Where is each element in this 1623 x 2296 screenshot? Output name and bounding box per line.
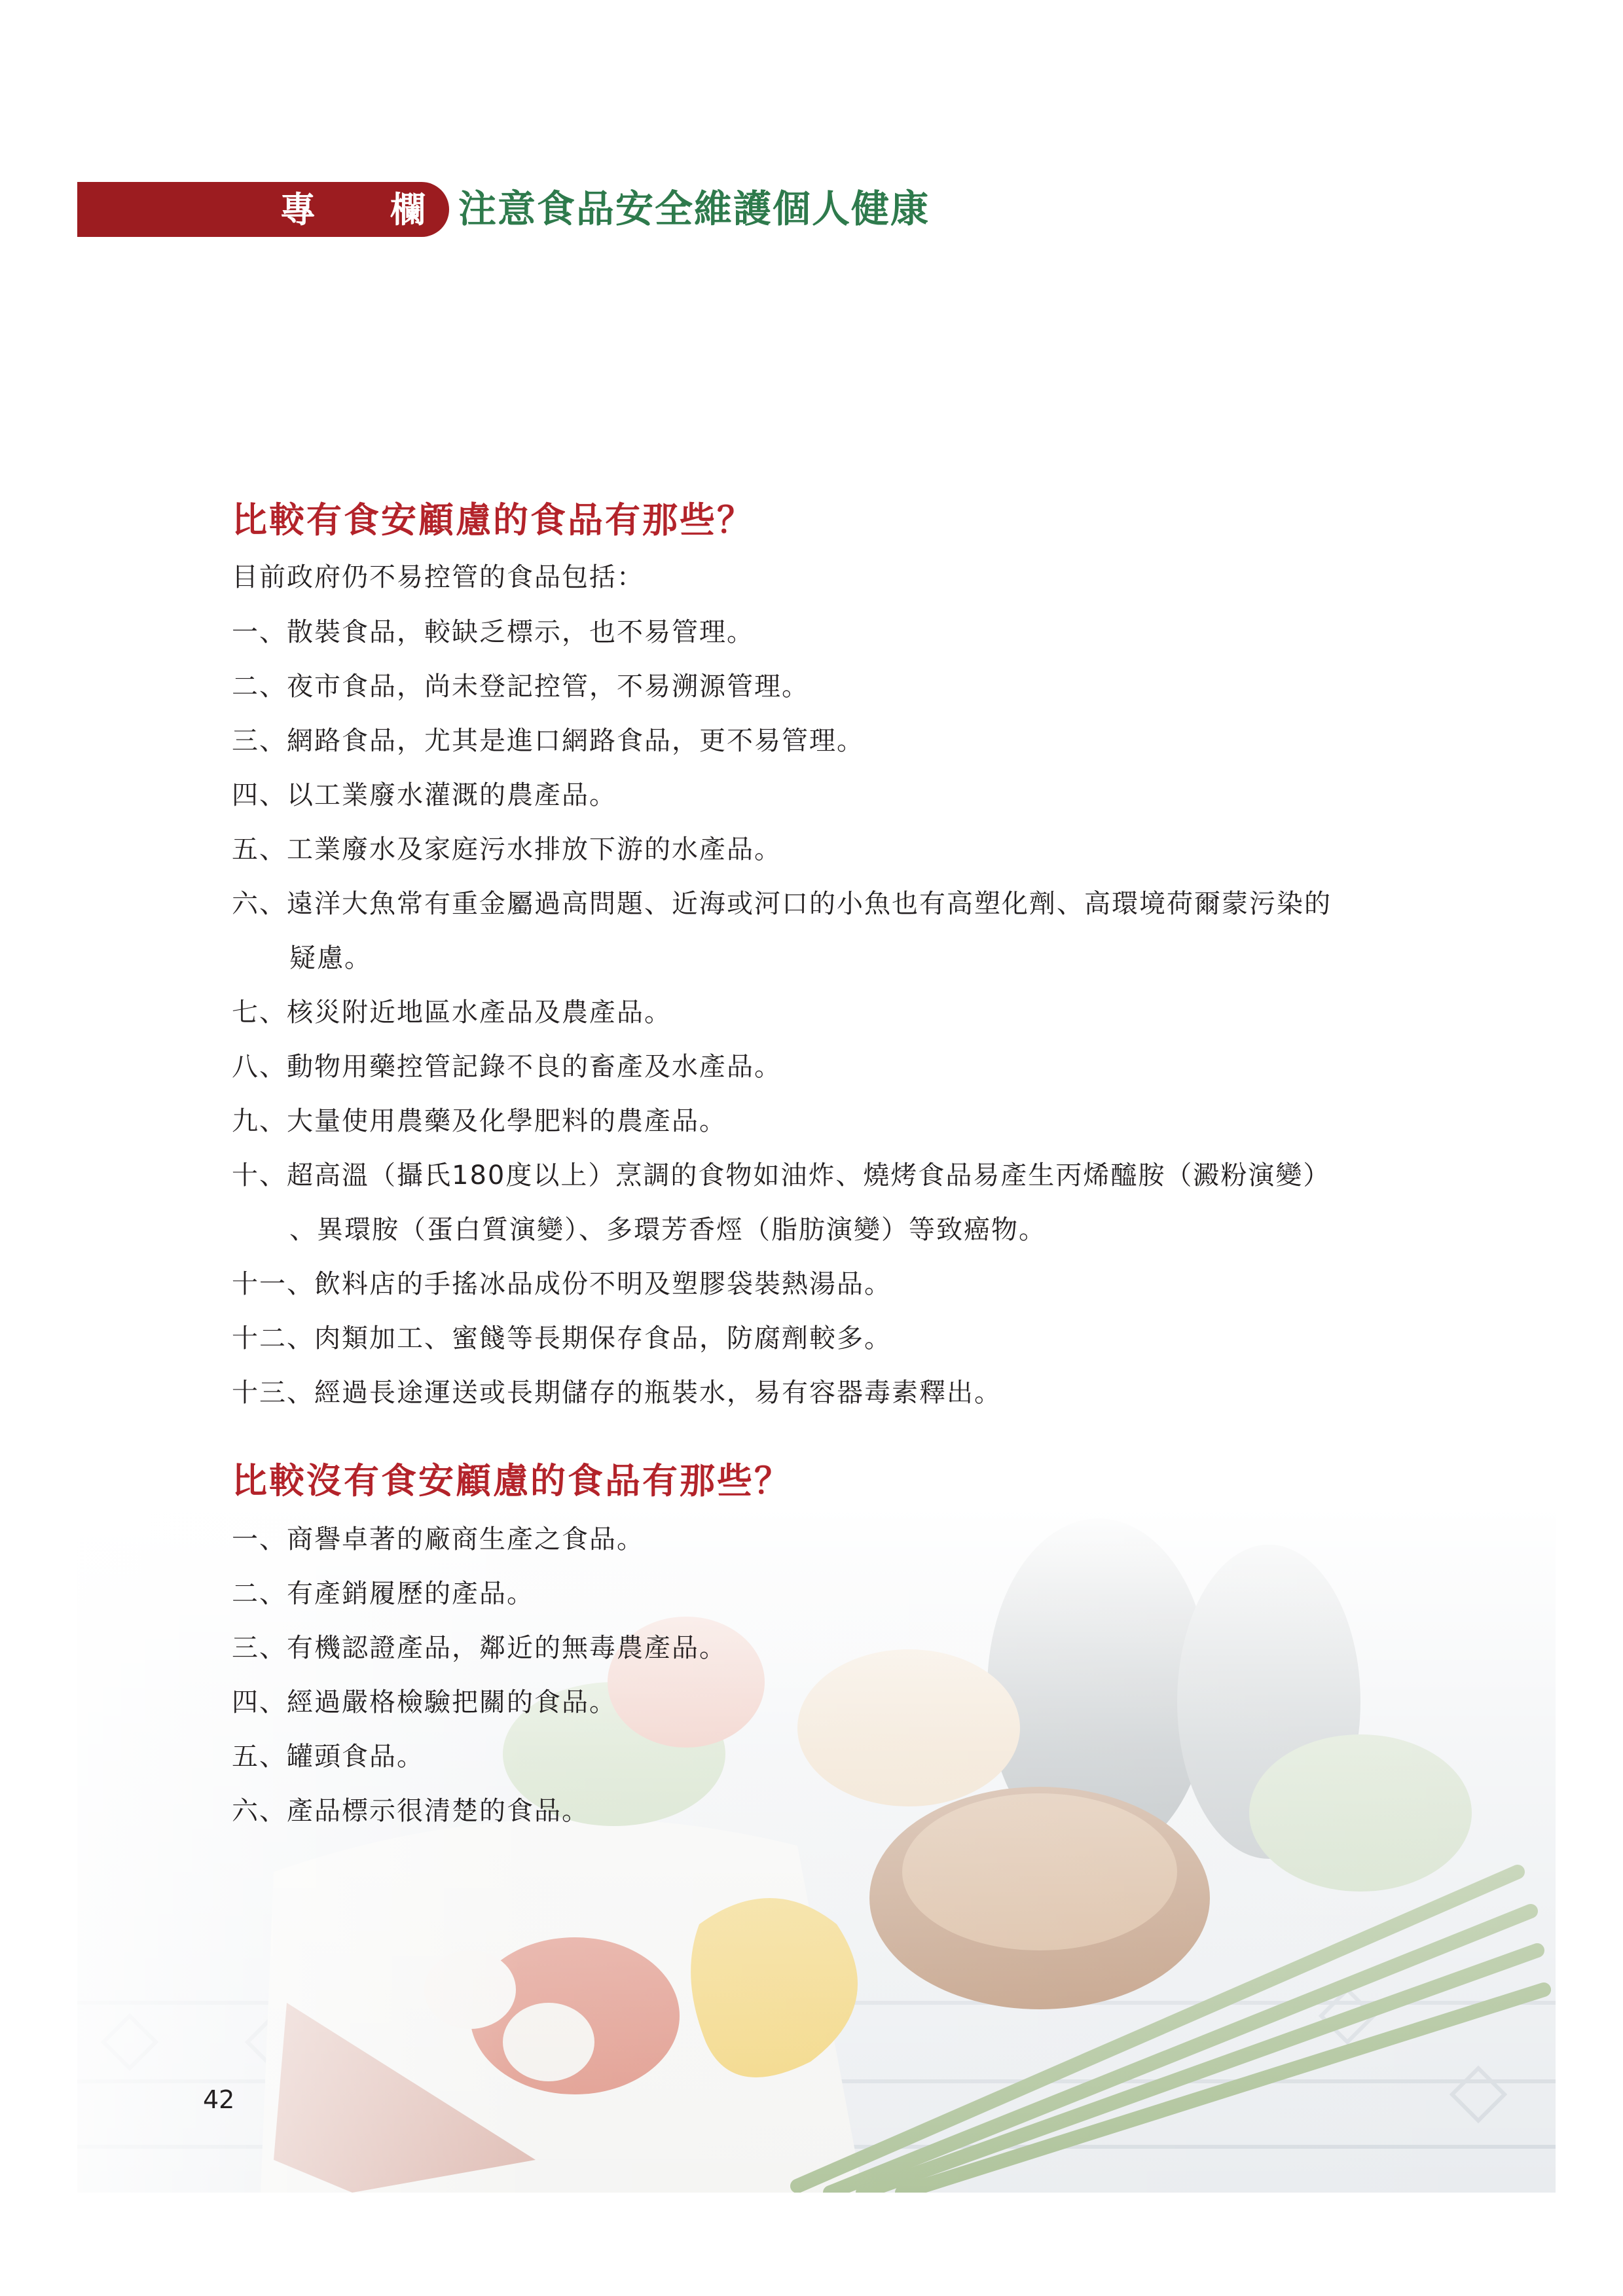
item-number: 二、	[232, 1579, 287, 1609]
item-number: 三、	[232, 726, 287, 756]
item-text: 產品標示很清楚的食品。	[287, 1796, 589, 1826]
item-text: 工業廢水及家庭污水排放下游的水產品。	[287, 834, 782, 865]
item-text: 動物用藥控管記錄不良的畜產及水產品。	[287, 1052, 782, 1082]
item-number: 八、	[232, 1052, 287, 1082]
item-text: 大量使用農藥及化學肥料的農產品。	[287, 1106, 727, 1136]
list-item	[232, 1268, 892, 1300]
list-item	[232, 1632, 727, 1664]
item-text: 商譽卓著的廠商生產之食品。	[287, 1524, 644, 1554]
item-text: 經過長途運送或長期儲存的瓶裝水，易有容器毒素釋出。	[314, 1378, 1002, 1408]
item-text: 飲料店的手搖冰品成份不明及塑膠袋裝熱湯品。	[314, 1269, 892, 1299]
item-number: 五、	[232, 1742, 287, 1772]
list-item	[232, 1160, 1330, 1191]
item-number: 四、	[232, 780, 287, 810]
list-item	[232, 1105, 727, 1137]
item-text: 罐頭食品。	[287, 1742, 424, 1772]
column-title: 注意食品安全維護個人健康	[458, 187, 930, 231]
banner-label-part1: 專	[280, 188, 316, 230]
item-number: 十三、	[232, 1378, 314, 1408]
item-text: 肉類加工、蜜餞等長期保存食品，防腐劑較多。	[314, 1323, 892, 1354]
page-number: 42	[203, 2085, 235, 2114]
item-number: 二、	[232, 672, 287, 702]
item-number: 九、	[232, 1106, 287, 1136]
list-item	[232, 1524, 644, 1555]
section1-intro: 目前政府仍不易控管的食品包括：	[232, 562, 644, 592]
item-number: 四、	[232, 1687, 287, 1717]
list-item	[232, 1051, 782, 1083]
banner-label-part2: 欄	[390, 188, 426, 230]
list-item	[232, 617, 754, 648]
item-number: 五、	[232, 834, 287, 865]
item-text: 核災附近地區水產品及農產品。	[287, 997, 672, 1028]
list-item	[232, 671, 809, 702]
list-item	[232, 1741, 424, 1772]
list-item	[232, 1377, 1002, 1408]
list-item	[232, 780, 617, 811]
item-number: 十、	[232, 1160, 287, 1191]
list-item	[232, 725, 864, 757]
list-item	[232, 1323, 892, 1354]
list-item	[232, 1578, 534, 1609]
list-item	[232, 1687, 617, 1718]
item-number: 十二、	[232, 1323, 314, 1354]
item-text: 以工業廢水灌溉的農產品。	[287, 780, 617, 810]
section2-heading: 比較沒有食安顧慮的食品有那些？	[232, 1460, 792, 1501]
item-text: 經過嚴格檢驗把關的食品。	[287, 1687, 617, 1717]
list-item	[232, 834, 782, 865]
list-item	[232, 997, 672, 1028]
list-item-continuation: 、異環胺（蛋白質演變）、多環芳香烴（脂肪演變）等致癌物。	[289, 1215, 1046, 1245]
item-text: 有機認證產品，鄰近的無毒農產品。	[287, 1633, 727, 1663]
item-number: 一、	[232, 617, 287, 647]
list-item	[232, 1795, 589, 1827]
item-number: 七、	[232, 997, 287, 1028]
item-text: 網路食品，尤其是進口網路食品，更不易管理。	[287, 726, 864, 756]
item-text: 夜市食品，尚未登記控管，不易溯源管理。	[287, 672, 809, 702]
item-number: 十一、	[232, 1269, 314, 1299]
item-number: 三、	[232, 1633, 287, 1663]
item-text: 散裝食品，較缺乏標示，也不易管理。	[287, 617, 754, 647]
item-text: 超高溫（攝氏180度以上）烹調的食物如油炸、燒烤食品易產生丙烯醯胺（澱粉演變）	[287, 1160, 1331, 1191]
list-item	[232, 888, 1332, 920]
item-number: 六、	[232, 889, 287, 919]
item-text: 遠洋大魚常有重金屬過高問題、近海或河口的小魚也有高塑化劑、高環境荷爾蒙污染的	[287, 889, 1332, 919]
list-item-continuation: 疑慮。	[289, 943, 372, 973]
column-banner	[77, 182, 449, 237]
item-number: 一、	[232, 1524, 287, 1554]
item-text: 有產銷履歷的產品。	[287, 1579, 534, 1609]
item-number: 六、	[232, 1796, 287, 1826]
section1-heading: 比較有食安顧慮的食品有那些？	[232, 499, 754, 541]
